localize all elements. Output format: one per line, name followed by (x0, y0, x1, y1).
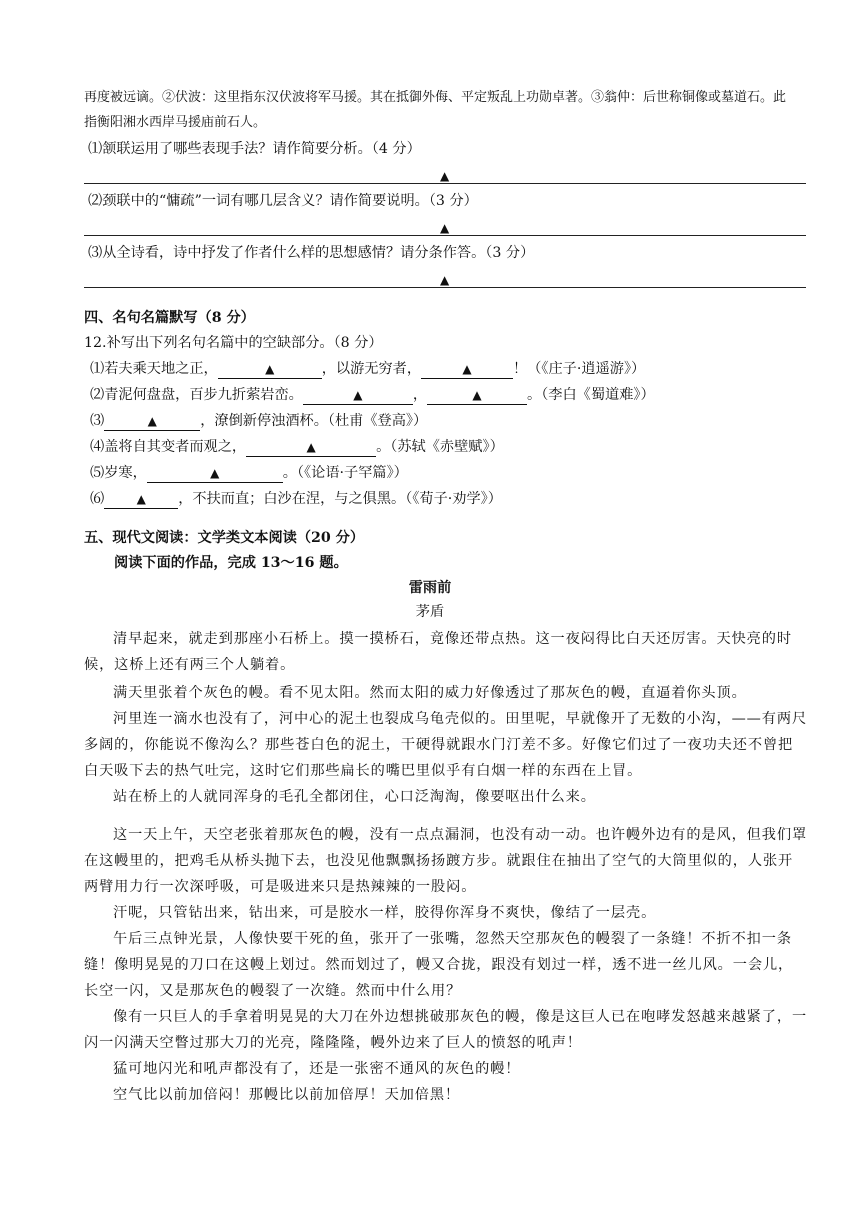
fill-blank-1b[interactable] (421, 361, 513, 379)
fill-blank-6[interactable] (104, 491, 178, 509)
item-1-pre: ⑴若夫乘天地之正， (90, 361, 218, 377)
item-1-post: ！（《庄子·逍遥游》） (513, 361, 646, 377)
reading-instruction: 阅读下面的作品，完成 13～16 题。 (114, 555, 348, 571)
recitation-item-3 (90, 411, 427, 431)
item-4-pre: ⑷盖将自其变者而观之， (90, 439, 247, 455)
poem-question-2: ⑵颈联中的“慵疏”一词有哪几层含义？请作简要说明。（3 分） (88, 193, 478, 209)
fill-blank-5[interactable] (147, 465, 283, 483)
blank-marker: ▲ (136, 492, 146, 506)
item-2-pre: ⑵青泥何盘盘，百步九折萦岩峦。 (90, 387, 303, 403)
recitation-item-2 (90, 385, 655, 405)
section-5-heading: 五、现代文阅读：文学类文本阅读（20 分） (84, 530, 365, 546)
item-5-post: 。（《论语·子罕篇》） (282, 465, 408, 481)
blank-marker: ▲ (306, 440, 316, 454)
recitation-item-5 (90, 463, 408, 483)
blank-marker: ▲ (265, 362, 275, 376)
article-paragraph-7: 午后三点钟光景，人像快要干死的鱼，张开了一张嘴，忽然天空那灰色的幔裂了一条缝！不折不扣一条缝！像明晃晃的刀口在这幔上划过。然而划过了，幔又合拢，跟没有划过一样，透不进一丝儿风。一会儿，长空一闪，又是那灰色的幔裂了一次缝。然而中什么用？ (84, 931, 794, 999)
answer-line-3 (84, 287, 806, 288)
poem-question-1: ⑴颔联运用了哪些表现手法？请作简要分析。（4 分） (88, 141, 421, 157)
item-5-pre: ⑸岁寒， (90, 465, 147, 481)
blank-marker: ▲ (462, 362, 472, 376)
answer-line-1 (84, 183, 806, 184)
answer-marker-3[interactable]: ▲ (440, 273, 450, 287)
answer-marker-2[interactable]: ▲ (440, 221, 450, 235)
article-paragraph-10: 空气比以前加倍闷！那幔比以前加倍厚！天加倍黑！ (113, 1087, 461, 1103)
article-paragraph-2: 满天里张着个灰色的幔。看不见太阳。然而太阳的威力好像透过了那灰色的幔，直逼着你头顶。 (113, 685, 747, 701)
fill-blank-1a[interactable] (218, 361, 322, 379)
article-author: 茅盾 (415, 604, 445, 620)
blank-marker: ▲ (210, 466, 220, 480)
item-6-post: ，不扶而直；白沙在涅，与之俱黑。（《荀子·劝学》） (178, 491, 502, 507)
fill-blank-2a[interactable] (303, 387, 413, 405)
poem-question-3: ⑶从全诗看，诗中抒发了作者什么样的思想感情？请分条作答。（3 分） (88, 245, 535, 261)
fill-blank-3[interactable] (104, 413, 200, 431)
recitation-item-6 (90, 489, 502, 509)
article-title: 雷雨前 (408, 580, 452, 596)
recitation-item-1 (90, 359, 645, 379)
footnote-line-1: 再度被远谪。②伏波：这里指东汉伏波将军马援。其在抵御外侮、平定叛乱上功勋卓著。③翁仲：后世称铜像或墓道石。此 (84, 90, 787, 105)
item-1-mid: ，以游无穷者， (321, 361, 422, 377)
item-4-post: 。（苏轼《赤壁赋》） (376, 439, 504, 455)
item-2-post: 。（李白《蜀道难》） (527, 387, 655, 403)
blank-marker: ▲ (147, 414, 157, 428)
item-2-mid: ， (412, 387, 428, 403)
article-paragraph-5: 这一天上午，天空老张着那灰色的幔，没有一点点漏洞，也没有动一动。也许幔外边有的是风，但我们罩在这幔里的，把鸡毛从桥头抛下去，也没见他飘飘扬扬踱方步。就跟住在抽出了空气的大筒里似的，人张开两臂用力行一次深呼吸，可是吸进来只是热辣辣的一股闷。 (84, 827, 808, 895)
article-paragraph-4: 站在桥上的人就同浑身的毛孔全都闭住，心口泛淘淘，像要呕出什么来。 (113, 789, 596, 805)
recitation-item-4 (90, 437, 504, 457)
article-paragraph-6: 汗呢，只管钻出来，钻出来，可是胶水一样，胶得你浑身不爽快，像结了一层壳。 (113, 905, 657, 921)
section-4-heading: 四、名句名篇默写（8 分） (84, 310, 255, 326)
blank-marker: ▲ (472, 388, 482, 402)
item-3-pre: ⑶ (90, 413, 105, 429)
blank-marker: ▲ (353, 388, 363, 402)
footnote-line-2: 指衡阳湘水西岸马援庙前石人。 (84, 115, 267, 130)
article-paragraph-9: 猛可地闪光和吼声都没有了，还是一张密不通风的灰色的幔！ (113, 1061, 521, 1077)
article-paragraph-1: 清早起来，就走到那座小石桥上。摸一摸桥石，竟像还带点热。这一夜闷得比白天还厉害。天快亮的时候，这桥上还有两三个人躺着。 (84, 631, 792, 673)
item-6-pre: ⑹ (90, 491, 105, 507)
answer-line-2 (84, 235, 806, 236)
fill-blank-2b[interactable] (427, 387, 527, 405)
answer-marker-1[interactable]: ▲ (440, 169, 450, 183)
article-paragraph-8: 像有一只巨人的手拿着明晃晃的大刀在外边想挑破那灰色的幔，像是这巨人已在咆哮发怒越来越紧了，一闪一闪满天空瞥过那大刀的光亮，隆隆隆，幔外边来了巨人的愤怒的吼声！ (84, 1009, 808, 1051)
fill-blank-4[interactable] (246, 439, 376, 457)
question-12: 12.补写出下列名句名篇中的空缺部分。（8 分） (84, 335, 383, 351)
item-3-post: ，潦倒新停浊酒杯。（杜甫《登高》） (200, 413, 428, 429)
article-paragraph-3: 河里连一滴水也没有了，河中心的泥土也裂成乌龟壳似的。田里呢，早就像开了无数的小沟，——有两尺多阔的，你能说不像沟么？那些苍白色的泥土，干硬得就跟水门汀差不多。好像它们过了一夜功夫还不曾把白天吸下去的热气吐完，这时它们那些扁长的嘴巴里似乎有白烟一样的东西在上冒。 (84, 711, 808, 779)
